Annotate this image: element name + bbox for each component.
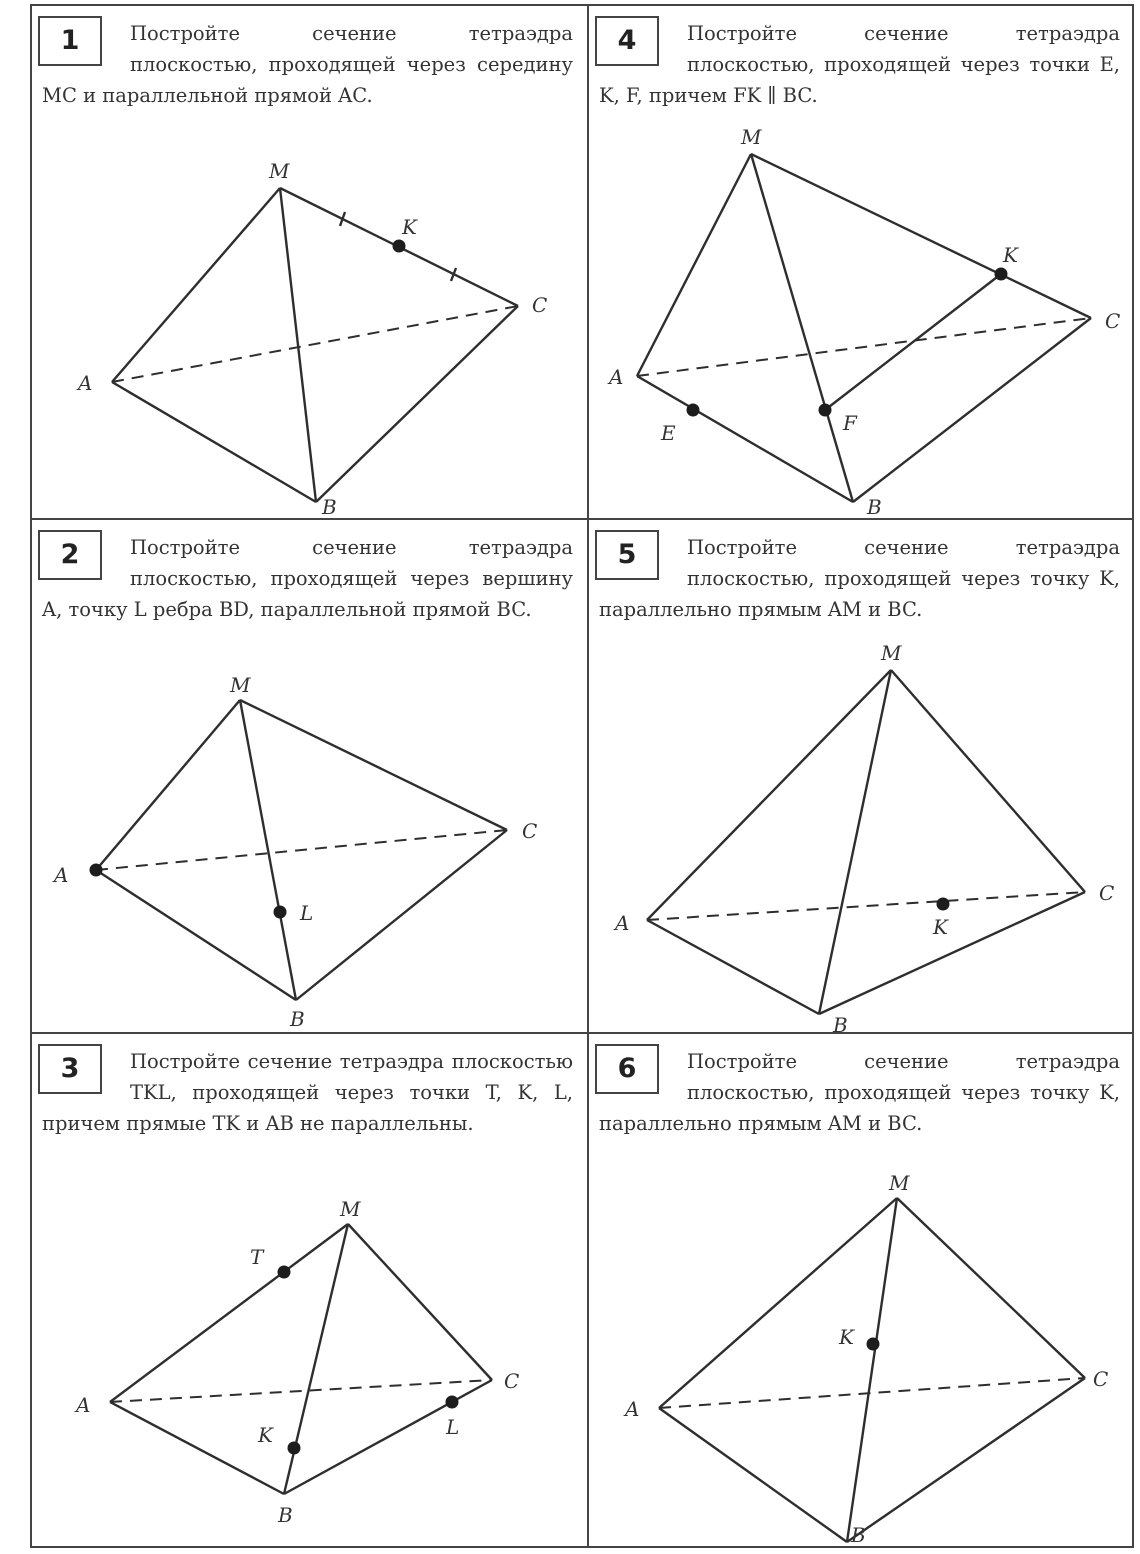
label-l: L <box>300 901 314 925</box>
edge-mc <box>891 670 1085 892</box>
label-c: C <box>522 819 538 843</box>
problem-number: 6 <box>595 1044 659 1094</box>
problem-3-cell <box>32 1034 587 1546</box>
edge-ab <box>110 1402 284 1494</box>
problem-2-cell <box>32 520 587 1032</box>
edge-mb <box>819 670 891 1014</box>
problem-number: 5 <box>595 530 659 580</box>
edge-mb <box>847 1198 897 1542</box>
problem-text: Постройте сечение тетраэдра плоскостью, проходящей через точки E, K, F, причем FK ∥ BC. <box>599 22 1120 107</box>
edge-am <box>96 700 240 870</box>
edge-am <box>637 154 751 376</box>
label-b: B <box>833 1013 848 1032</box>
edge-ab <box>659 1408 847 1542</box>
tetrahedron-diagram-1 <box>32 6 587 518</box>
problem-number: 1 <box>38 16 102 66</box>
point-e <box>687 404 700 417</box>
label-l: L <box>446 1415 460 1439</box>
edge-bc <box>284 1380 492 1494</box>
edge-ac-hidden <box>659 1378 1085 1408</box>
edge-mc <box>751 154 1091 318</box>
label-k: K <box>258 1423 273 1447</box>
label-e: E <box>661 421 676 445</box>
point-k <box>288 1442 301 1455</box>
label-a: A <box>54 863 69 887</box>
label-m: M <box>269 159 290 183</box>
edge-am <box>647 670 891 920</box>
label-b: B <box>851 1523 866 1546</box>
point-a <box>90 864 103 877</box>
edge-ac-hidden <box>647 892 1085 920</box>
edge-bc <box>819 892 1085 1014</box>
edge-bc <box>316 306 518 502</box>
label-a: A <box>615 911 630 935</box>
edge-ab <box>647 920 819 1014</box>
problem-number: 4 <box>595 16 659 66</box>
problem-text: Постройте сечение тетраэдра плоскостью, проходящей через точку K, параллельно прямым AM и BC. <box>599 1050 1120 1135</box>
edge-mc <box>240 700 507 830</box>
edge-ac-hidden <box>110 1380 492 1402</box>
problem-text: Постройте сечение тетраэдра плоскостью, проходящей через вершину A, точку L ребра BD, параллельной прямой BC. <box>42 536 573 621</box>
point-f <box>819 404 832 417</box>
problem-5-cell <box>589 520 1134 1032</box>
label-k: K <box>839 1325 854 1349</box>
label-a: A <box>609 365 624 389</box>
label-b: B <box>290 1007 305 1031</box>
problem-1-cell <box>32 6 587 518</box>
edge-ac-hidden <box>112 306 518 382</box>
problem-text: Постройте сечение тетраэдра плоскостью, проходящей через точку K, параллельно прямым AM и BC. <box>599 536 1120 621</box>
edge-mc <box>348 1224 492 1380</box>
point-k <box>393 240 406 253</box>
problem-number: 2 <box>38 530 102 580</box>
edge-ac-hidden <box>96 830 507 870</box>
edge-bc <box>853 318 1091 502</box>
label-k: K <box>402 215 417 239</box>
tetrahedron-diagram-2 <box>32 520 587 1032</box>
edge-am <box>112 188 280 382</box>
label-c: C <box>504 1369 520 1393</box>
edge-ab <box>112 382 316 502</box>
point-t <box>278 1266 291 1279</box>
label-m: M <box>881 641 902 665</box>
tetrahedron-diagram-3 <box>32 1034 587 1546</box>
label-k: K <box>933 915 948 939</box>
problem-text: Постройте сечение тетраэдра плоскостью TKL, проходящей через точки T, K, L, причем прямые TK и AB не параллельны. <box>42 1050 573 1135</box>
point-k <box>995 268 1008 281</box>
edge-mc <box>897 1198 1085 1378</box>
tetrahedron-diagram-6 <box>589 1034 1134 1546</box>
label-k: K <box>1003 243 1018 267</box>
tetrahedron-diagram-4 <box>589 6 1134 518</box>
edge-mb <box>240 700 296 1000</box>
label-c: C <box>1093 1367 1109 1391</box>
label-a: A <box>625 1397 640 1421</box>
label-m: M <box>889 1171 910 1195</box>
label-t: T <box>250 1245 264 1269</box>
label-c: C <box>1105 309 1121 333</box>
label-a: A <box>78 371 93 395</box>
label-c: C <box>1099 881 1115 905</box>
label-b: B <box>278 1503 293 1527</box>
problem-text: Постройте сечение тетраэдра плоскостью, проходящей через середину MC и параллельной прямой AC. <box>42 22 573 107</box>
label-f: F <box>843 411 857 435</box>
edge-mb <box>751 154 853 502</box>
point-l <box>446 1396 459 1409</box>
point-k <box>867 1338 880 1351</box>
segment-fk <box>825 274 1001 410</box>
label-b: B <box>322 495 337 518</box>
point-k <box>937 898 950 911</box>
problem-6-cell <box>589 1034 1134 1546</box>
tetrahedron-diagram-5 <box>589 520 1134 1032</box>
edge-am <box>659 1198 897 1408</box>
edge-ab <box>96 870 296 1000</box>
problem-4-cell <box>589 6 1134 518</box>
label-m: M <box>340 1197 361 1221</box>
label-b: B <box>867 495 882 518</box>
label-a: A <box>76 1393 91 1417</box>
label-m: M <box>230 673 251 697</box>
label-m: M <box>741 125 762 149</box>
label-c: C <box>532 293 548 317</box>
edge-bc <box>847 1378 1085 1542</box>
edge-bc <box>296 830 507 1000</box>
point-l <box>274 906 287 919</box>
worksheet-grid <box>30 4 1134 1548</box>
edge-ac-hidden <box>637 318 1091 376</box>
problem-number: 3 <box>38 1044 102 1094</box>
